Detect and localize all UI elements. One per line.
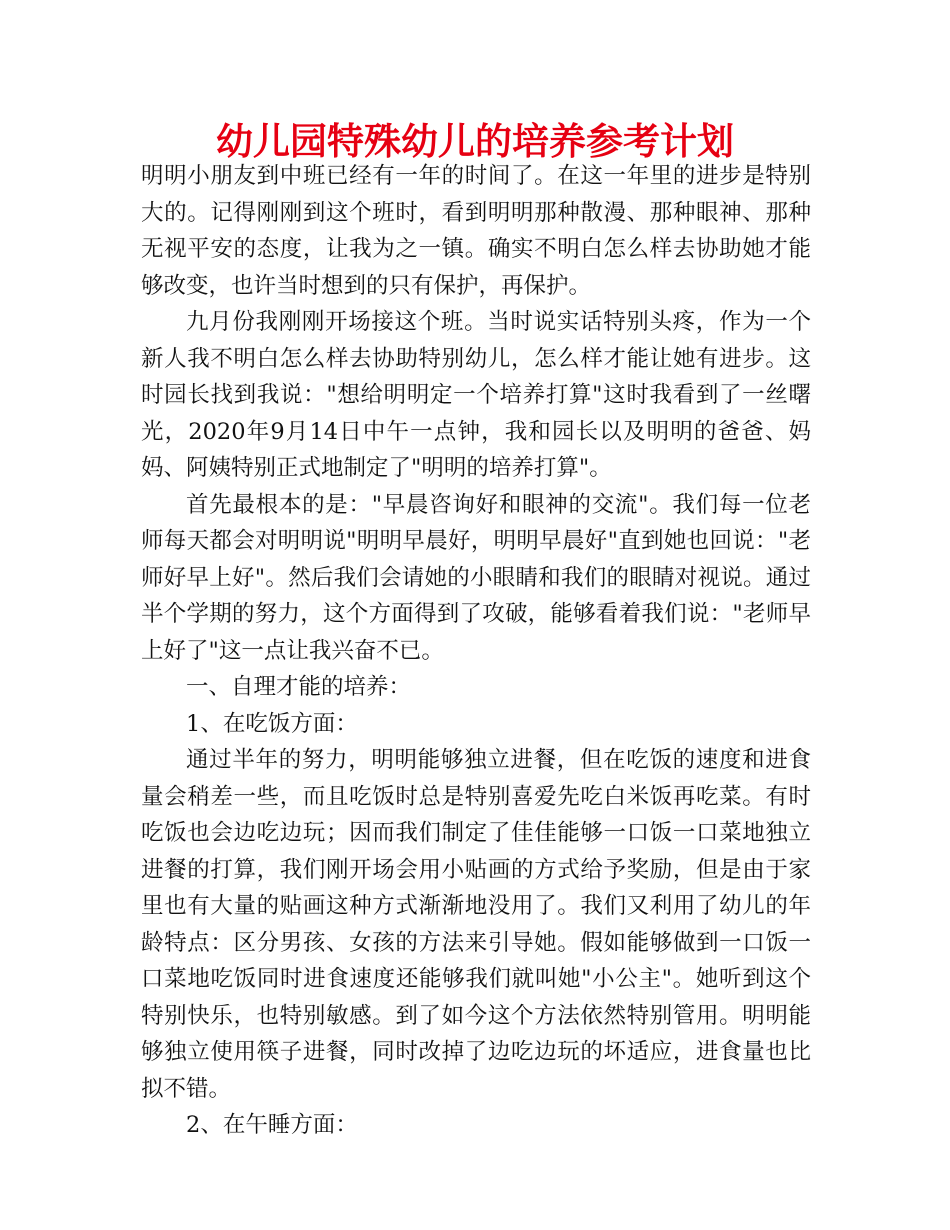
paragraph: 明明小朋友到中班已经有一年的时间了。在这一年里的进步是特别大的。记得刚刚到这个班时，看到明明那种散漫、那种眼神、那种无视平安的态度，让我为之一镇。确实不明白怎么样去协助她才能够改变，也许当时想到的只有保护，再保护。 xyxy=(141,163,811,299)
paragraph: 通过半年的努力，明明能够独立进餐，但在吃饭的速度和进食量会稍差一些，而且吃饭时总是特别喜爱先吃白米饭再吃菜。有时吃饭也会边吃边玩；因而我们制定了佳佳能够一口饭一口菜地独立进餐的打算，我们刚开场会用小贴画的方式给予奖励，但是由于家里也有大量的贴画这种方式渐渐地没用了。我们又利用了幼儿的年龄特点：区分男孩、女孩的方法来引导她。假如能够做到一口饭一口菜地吃饭同时进食速度还能够我们就叫她"小公主"。她听到这个特别快乐，也特别敏感。到了如今这个方法依然特别管用。明明能够独立使用筷子进餐，同时改掉了边吃边玩的坏适应，进食量也比拟不错。 xyxy=(141,747,811,1102)
paragraph: 1、在吃饭方面： xyxy=(186,710,358,737)
document-title: 幼儿园特殊幼儿的培养参考计划 xyxy=(216,120,734,163)
paragraph: 一、自理才能的培养： xyxy=(186,674,412,700)
paragraph: 2、在午睡方面： xyxy=(186,1112,358,1138)
paragraph: 首先最根本的是："早晨咨询好和眼神的交流"。我们每一位老师每天都会对明明说"明明早晨好，明明早晨好"直到她也回说："老师好早上好"。然后我们会请她的小眼睛和我们的眼睛对视说。通过半个学期的努力，这个方面得到了攻破，能够看着我们说："老师早上好了"这一点让我兴奋不已。 xyxy=(141,491,811,664)
paragraph: 九月份我刚刚开场接这个班。当时说实话特别头疼，作为一个新人我不明白怎么样去协助特别幼儿，怎么样才能让她有进步。这时园长找到我说："想给明明定一个培养打算"这时我看到了一丝曙光，2020年9月14日中午一点钟，我和园长以及明明的爸爸、妈妈、阿姨特别正式地制定了"明明的培养打算"。 xyxy=(141,309,811,481)
document-body xyxy=(141,158,811,1144)
